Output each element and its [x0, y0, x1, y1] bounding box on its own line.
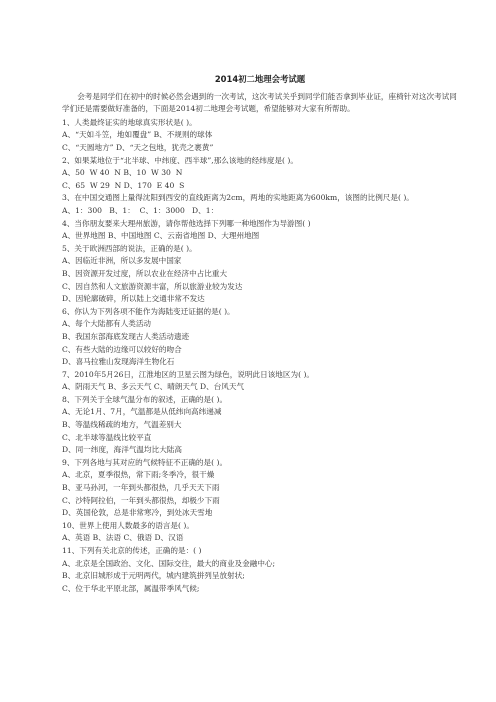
question-line: A、1：300 B、1： C、1：3000 D、1： — [62, 205, 219, 215]
question-line: 9、下列各地与其对应的气候特征不正确的是( )。 — [62, 457, 228, 467]
question-line: C、沙特阿拉伯，一年到头都很热，却极少下雨 — [62, 495, 220, 505]
question-line: B、我国东部海底发现古人类活动遗迹 — [62, 331, 190, 341]
document-title: 2014初二地理会考试题 — [214, 74, 306, 84]
question-line: B、北京旧城形成于元明两代，城内建筑拼列呈放射状; — [62, 571, 245, 581]
question-line: A、无论1月、7月，气温都是从低纬向高纬递减 — [62, 407, 222, 417]
question-line: C、位于华北平原北部，属温带季风气候; — [62, 583, 200, 593]
intro-paragraph: 会考是同学们在初中的时候必然会遇到的一次考试，这次考试关乎到同学们能否拿到毕业证，座椅针对这次考试同学们还是需要做好准备的，下面是2014初二地理会考试题，希望能够对大家有所帮助。 — [62, 92, 457, 114]
question-line: D、英国伦敦，总是非常寒冷，到处冰天雪地 — [62, 508, 213, 518]
question-line: C、有些大陆的边缘可以较好的吻合 — [62, 344, 182, 354]
question-line: 3、在中国交通图上量得沈阳到西安的直线距离为2cm，两地的实地距离为600km，该图的比例尺是( )。 — [62, 193, 414, 203]
question-line: A、因临近非洲，所以多发展中国家 — [62, 256, 182, 266]
question-line: 2、如果某地位于“北半球、中纬度、西半球”,那么该地的经纬度是( )。 — [62, 155, 298, 165]
question-line: A、北京是全国政治、文化、国际交往，最大的商业及金融中心; — [62, 558, 276, 568]
question-line: 11、下列有关北京的传述，正确的是：( ) — [62, 546, 202, 555]
question-line: D、喜马拉雅山发现海洋生物化石 — [62, 357, 175, 367]
question-line: 6、你认为下列各项不能作为海陆变迁证据的是( )。 — [62, 306, 235, 316]
question-line: A、“天如斗笠，地如覆盘” B、不规则的球体 — [62, 130, 213, 140]
question-line: D、同一纬度，海洋气温均比大陆高 — [62, 445, 182, 455]
question-line: C、65 W 29 N D、170 E 40 S — [62, 180, 185, 190]
question-list — [62, 117, 458, 596]
question-line: 5、关于欧洲西部的说法，正确的是( )。 — [62, 243, 197, 253]
question-line: C、“天圆地方” D、“天之包地，犹壳之裹黄” — [62, 143, 214, 152]
question-line: 10、世界上使用人数最多的语言是( )。 — [62, 520, 194, 530]
question-line: B、因资源开发过度，所以农业在经济中占比重大 — [62, 268, 228, 278]
question-line: A、世界地图 B、中国地图 C、云南省地图 D、大理州地图 — [62, 231, 260, 241]
question-line: A、50 W 40 N B、10 W 30 N — [62, 168, 183, 178]
question-line: A、阴雨天气 B、多云天气 C、晴朗天气 D、台风天气 — [62, 382, 245, 392]
question-line: B、等温线稀疏的地方，气温差别大 — [62, 420, 182, 430]
question-line: C、因自然和人文旅游资源丰富，所以旅游业较为发达 — [62, 281, 243, 291]
question-line: D、因轮廓破碎，所以陆上交通非常不发达 — [62, 294, 205, 304]
question-line: 7、2010年5月26日，江淮地区的卫星云图为绿色，说明此日该地区为( )。 — [62, 369, 315, 379]
question-line: 1、人类最终证实的地球真实形状是( )。 — [62, 117, 197, 127]
question-line: A、每个大陆都有人类活动 — [62, 319, 152, 329]
question-line: 4、当你朋友要来大理州旅游，请你帮他选择下列哪一种地图作为导游图( ) — [62, 218, 311, 228]
question-line: C、北半球等温线比较平直 — [62, 432, 152, 442]
question-line: B、亚马孙河，一年到头都很热，几乎天天下雨 — [62, 483, 220, 493]
question-line: A、北京，夏季很热，常下雨;冬季冷，很干燥 — [62, 470, 215, 480]
question-line: 8、下列关于全球气温分布的叙述，正确的是( )。 — [62, 394, 228, 404]
question-line: A、英语 B、法语 C、俄语 D、汉语 — [62, 533, 184, 543]
